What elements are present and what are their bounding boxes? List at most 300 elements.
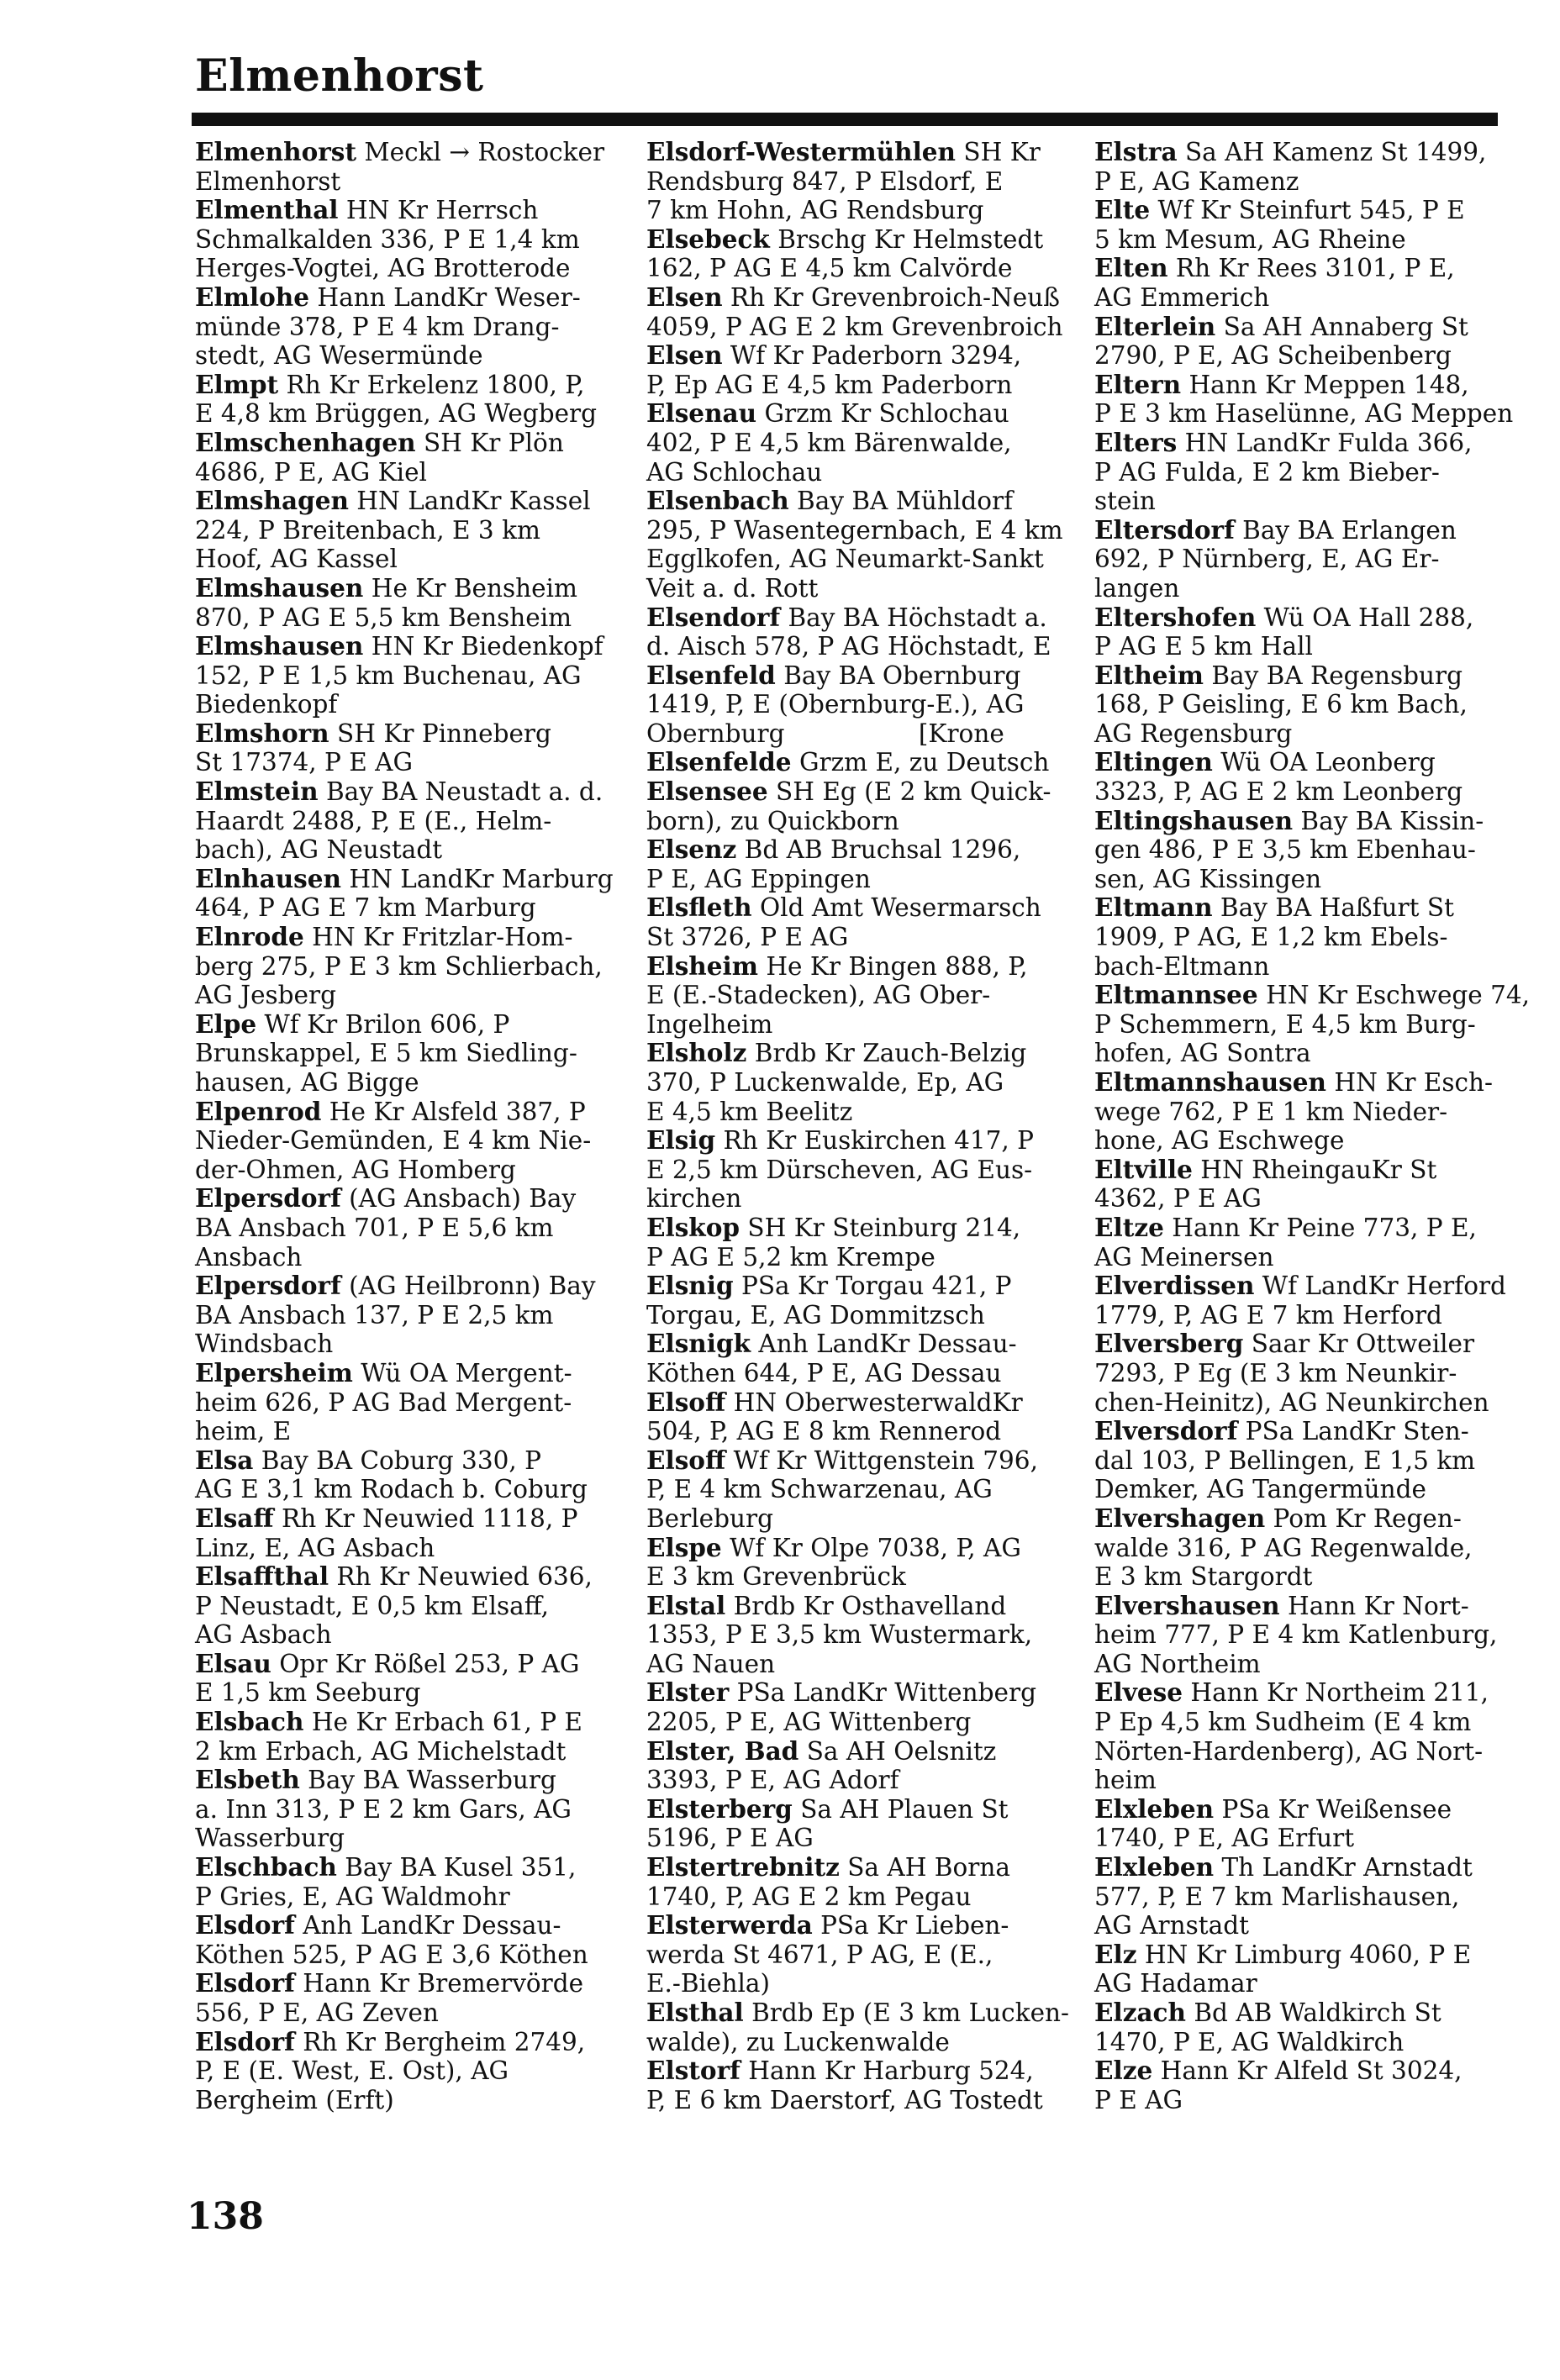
entry-headword: Elpersheim (195, 1357, 353, 1387)
entry-headword-line: Elmstein Bay BA Neustadt a. d. (195, 777, 603, 807)
entry-headword: Elsa (195, 1445, 254, 1475)
directory-entry (646, 1795, 1058, 1853)
entry-headword-line: Elmenhorst Meckl → Rostocker (195, 137, 605, 166)
entry-headword-line: Elsheim He Kr Bingen 888, P, (646, 950, 1028, 981)
entry-line: chen-Heinitz), AG Neunkirchen (1094, 1387, 1489, 1417)
entry-line: 1419, P, E (Obernburg-E.), AG (646, 690, 1025, 719)
entry-line: walde 316, P AG Regenwalde, (1094, 1533, 1473, 1562)
entry-headword-line: Elsebeck Brschg Kr Helmstedt (646, 224, 1044, 254)
entry-line: P Neustadt, E 0,5 km Elsaff, (195, 1591, 549, 1620)
entry-headword-line: Elsthal Brdb Ep (E 3 km Lucken- (646, 1998, 1070, 2027)
entry-line: 3323, P, AG E 2 km Leonberg (1094, 777, 1463, 807)
entry-headword-line: Elmshorn SH Kr Pinneberg (195, 718, 551, 748)
entry-headword: Elnhausen (195, 863, 341, 893)
entry-line: E 4,5 km Beelitz (646, 1097, 853, 1126)
entry-headword: Elstra (1094, 137, 1178, 166)
entry-line: dal 103, P Bellingen, E 1,5 km (1094, 1445, 1476, 1475)
entry-headword-line: Elskop SH Kr Steinburg 214, (646, 1212, 1021, 1242)
directory-entry (646, 225, 1058, 283)
entry-line: AG Emmerich (1094, 282, 1270, 312)
directory-entry (646, 1272, 1058, 1330)
entry-line: St 17374, P E AG (195, 748, 414, 777)
entry-headword: Elpersdorf (195, 1271, 341, 1301)
entry-headword-line: Eltern Hann Kr Meppen 148, (1094, 369, 1469, 399)
entry-headword: Elzach (1094, 1998, 1186, 2027)
directory-entry (1094, 1592, 1506, 1679)
entry-headword-line: Elpersheim Wü OA Mergent- (195, 1357, 572, 1387)
entry-headword-line: Elsenau Grzm Kr Schlochau (646, 398, 1009, 429)
entry-headword-line: Elnhausen HN LandKr Marburg (195, 863, 614, 893)
directory-entry (646, 486, 1063, 603)
entry-headword: Elsfleth (646, 893, 752, 923)
entry-line: bach-Eltmann (1094, 951, 1270, 981)
directory-entry (1094, 196, 1506, 254)
entry-line: E 1,5 km Seeburg (195, 1678, 421, 1708)
directory-entry (646, 1911, 1058, 1998)
entry-headword-line: Elz HN Kr Limburg 4060, P E (1094, 1939, 1472, 1969)
entry-line: 4362, P E AG (1094, 1184, 1262, 1214)
directory-entry (1094, 369, 1514, 429)
entry-line: 402, P E 4,5 km Bärenwalde, (646, 428, 1012, 457)
entry-headword-line: Elsenz Bd AB Bruchsal 1296, (646, 835, 1021, 865)
entry-line: Herges-Vogtei, AG Brotterode (195, 254, 571, 283)
directory-entry (646, 748, 1058, 777)
directory-entry (1094, 807, 1506, 894)
entry-line: a. Inn 313, P E 2 km Gars, AG (195, 1794, 572, 1824)
entry-headword: Elsheim (646, 950, 758, 981)
entry-line: hone, AG Eschwege (1094, 1126, 1345, 1156)
directory-entry (195, 1272, 607, 1359)
entry-headword-line: Elster, Bad Sa AH Oelsnitz (646, 1735, 997, 1766)
entry-line: 1353, P E 3,5 km Wustermark, (646, 1620, 1033, 1650)
entry-headword: Elsen (646, 340, 723, 371)
entry-headword-line: Eltersdorf Bay BA Erlangen (1094, 514, 1457, 545)
entry-line: AG Asbach (195, 1620, 332, 1650)
entry-headword: Elten (1094, 253, 1168, 283)
entry-line: P E, AG Kamenz (1094, 166, 1299, 196)
entry-line: AG Jesberg (195, 981, 336, 1010)
entry-headword-line: Elten Rh Kr Rees 3101, P E, (1094, 253, 1455, 283)
entry-line: 3393, P E, AG Adorf (646, 1766, 899, 1795)
entry-line: heim 626, P AG Bad Mergent- (195, 1387, 572, 1417)
entry-line: werda St 4671, P AG, E (E., (646, 1940, 993, 1969)
entry-headword: Elschbach (195, 1852, 337, 1882)
entry-line: Obernburg [Krone (646, 719, 1004, 748)
entry-headword: Elsenau (646, 398, 757, 429)
entry-headword-line: Eltmannshausen HN Kr Esch- (1094, 1067, 1493, 1097)
entry-headword-line: Elsenfeld Bay BA Obernburg (646, 660, 1021, 690)
entry-headword: Elmlohe (195, 282, 310, 312)
directory-entry (195, 1562, 607, 1650)
entry-headword-line: Elpersdorf (AG Ansbach) Bay (195, 1183, 577, 1214)
entry-line: Schmalkalden 336, P E 1,4 km (195, 224, 580, 254)
entry-line: AG Meinersen (1094, 1242, 1274, 1272)
directory-entry (1094, 893, 1506, 981)
entry-line: P E AG (1094, 2085, 1183, 2114)
directory-entry (1094, 661, 1506, 749)
directory-entry (646, 399, 1058, 487)
entry-headword-line: Elmlohe Hann LandKr Weser- (195, 282, 581, 312)
entry-headword-line: Elverdissen Wf LandKr Herford (1094, 1271, 1506, 1301)
directory-entry (1094, 1330, 1506, 1417)
entry-headword-line: Elmshausen HN Kr Biedenkopf (195, 631, 603, 661)
entry-headword-line: Elpersdorf (AG Heilbronn) Bay (195, 1271, 596, 1301)
entry-line: 1909, P AG, E 1,2 km Ebels- (1094, 923, 1448, 952)
entry-line: St 3726, P E AG (646, 923, 849, 952)
entry-line: P, Ep AG E 4,5 km Paderborn (646, 370, 1013, 399)
entry-headword: Eltingshausen (1094, 805, 1294, 835)
entry-headword: Elskop (646, 1212, 740, 1242)
entry-headword-line: Elsen Rh Kr Grevenbroich-Neuß (646, 282, 1060, 312)
entry-line: Nieder-Gemünden, E 4 km Nie- (195, 1126, 592, 1156)
directory-entry (1094, 254, 1506, 312)
entry-line: Ingelheim (646, 1009, 773, 1039)
entry-headword: Elmenhorst (195, 137, 357, 166)
entry-headword: Elvershausen (1094, 1590, 1280, 1620)
entry-line: Nörten-Hardenberg), AG Nort- (1094, 1736, 1484, 1766)
directory-entry (646, 1998, 1070, 2056)
directory-entry (195, 1359, 607, 1446)
entry-line: Linz, E, AG Asbach (195, 1533, 435, 1562)
entry-headword-line: Elsterwerda PSa Kr Lieben- (646, 1910, 1009, 1940)
directory-entry (646, 661, 1058, 749)
directory-entry (646, 1853, 1058, 1911)
directory-entry (195, 1969, 607, 2027)
entry-line: BA Ansbach 137, P E 2,5 km (195, 1300, 554, 1330)
entry-headword-line: Elsnig PSa Kr Torgau 421, P (646, 1271, 1012, 1301)
entry-line: Hoof, AG Kassel (195, 545, 398, 574)
entry-line: berg 275, P E 3 km Schlierbach, (195, 951, 603, 981)
entry-headword-line: Elstal Brdb Kr Osthavelland (646, 1590, 1007, 1620)
directory-entry (646, 952, 1058, 1040)
entry-line: 370, P Luckenwalde, Ep, AG (646, 1068, 1004, 1097)
directory-entry (195, 1446, 607, 1504)
entry-headword-line: Elsoff Wf Kr Wittgenstein 796, (646, 1445, 1038, 1475)
entry-headword: Eltheim (1094, 660, 1204, 690)
directory-entry (195, 429, 607, 487)
page-number: 138 (187, 2195, 264, 2238)
entry-headword-line: Elsterberg Sa AH Plauen St (646, 1793, 1009, 1824)
entry-headword: Elters (1094, 427, 1178, 457)
entry-headword-line: Elvershagen Pom Kr Regen- (1094, 1503, 1462, 1533)
entry-headword: Elz (1094, 1939, 1137, 1969)
directory-entry (1094, 1940, 1506, 1998)
directory-entry (195, 1708, 607, 1766)
entry-line: P AG E 5,2 km Krempe (646, 1242, 935, 1272)
entry-headword-line: Elsdorf Anh LandKr Dessau- (195, 1910, 561, 1940)
entry-headword-line: Elster PSa LandKr Wittenberg (646, 1677, 1036, 1708)
directory-entry (646, 341, 1058, 399)
directory-entry (1094, 313, 1506, 371)
directory-entry (1094, 1998, 1506, 2056)
entry-headword: Elster (646, 1677, 730, 1708)
entry-line: 2 km Erbach, AG Michelstadt (195, 1736, 567, 1766)
entry-line: BA Ansbach 701, P E 5,6 km (195, 1213, 554, 1242)
entry-headword-line: Eltmann Bay BA Haßfurt St (1094, 893, 1454, 923)
entry-headword: Elsdorf (195, 1910, 295, 1940)
entry-line: Köthen 644, P E, AG Dessau (646, 1358, 1002, 1387)
directory-entry (195, 487, 607, 574)
entry-line: AG Regensburg (1094, 719, 1293, 748)
directory-entry (195, 283, 607, 371)
entry-line: Berleburg (646, 1503, 774, 1533)
entry-headword: Elvershagen (1094, 1503, 1266, 1533)
entry-headword-line: Elxleben Th LandKr Arnstadt (1094, 1852, 1473, 1882)
directory-entry (1094, 2056, 1506, 2114)
directory-entry (646, 1039, 1058, 1126)
entry-headword: Eltersdorf (1094, 514, 1235, 545)
entry-headword: Elsnigk (646, 1329, 751, 1359)
directory-entry (646, 138, 1058, 225)
entry-headword-line: Elsdorf Rh Kr Bergheim 2749, (195, 2026, 586, 2056)
entry-line: P E, AG Eppingen (646, 864, 871, 893)
directory-entry (646, 777, 1058, 835)
directory-entry (646, 1678, 1058, 1736)
entry-headword-line: Elsoff HN OberwesterwaldKr (646, 1387, 1023, 1417)
entry-headword-line: Elzach Bd AB Waldkirch St (1094, 1998, 1441, 2027)
entry-headword: Elmshorn (195, 718, 329, 748)
entry-headword: Eltmannsee (1094, 980, 1258, 1010)
entry-headword-line: Elsholz Brdb Kr Zauch-Belzig (646, 1038, 1027, 1068)
directory-entry (1094, 1417, 1506, 1504)
entry-headword-line: Elsbeth Bay BA Wasserburg (195, 1765, 556, 1795)
entry-headword: Elsenz (646, 835, 737, 865)
entry-headword-line: Elmenthal HN Kr Herrsch (195, 195, 539, 225)
entry-headword-line: Elsdorf-Westermühlen SH Kr (646, 137, 1041, 166)
entry-line: Haardt 2488, P, E (E., Helm- (195, 806, 552, 835)
entry-line: 1740, P E, AG Erfurt (1094, 1824, 1355, 1853)
entry-headword-line: Elsenfelde Grzm E, zu Deutsch (646, 747, 1050, 777)
entry-headword: Eltville (1094, 1154, 1193, 1184)
entry-headword: Elmshagen (195, 486, 349, 516)
entry-line: 162, P AG E 4,5 km Calvörde (646, 254, 1013, 283)
entry-line: hofen, AG Sontra (1094, 1039, 1311, 1068)
entry-headword-line: Elsenbach Bay BA Mühldorf (646, 486, 1014, 516)
entry-headword-line: Elsnigk Anh LandKr Dessau- (646, 1329, 1017, 1359)
entry-headword-line: Elmschenhagen SH Kr Plön (195, 427, 564, 457)
entry-headword: Elsdorf (195, 1968, 295, 1998)
entry-line: stein (1094, 487, 1156, 516)
directory-entry (1094, 1272, 1506, 1330)
entry-headword: Elmstein (195, 777, 319, 807)
entry-headword: Eltmann (1094, 893, 1213, 923)
entry-headword-line: Elnrode HN Kr Fritzlar-Hom- (195, 922, 573, 952)
directory-entry (1094, 748, 1506, 806)
directory-entry (646, 603, 1058, 661)
entry-headword: Elsenfeld (646, 660, 776, 690)
entry-headword: Elxleben (1094, 1793, 1215, 1824)
directory-entry (195, 863, 614, 923)
directory-entry (195, 719, 607, 777)
entry-line: kirchen (646, 1184, 742, 1214)
entry-headword-line: Eltheim Bay BA Regensburg (1094, 660, 1463, 690)
entry-headword-line: Elsa Bay BA Coburg 330, P (195, 1445, 541, 1475)
directory-entry (195, 574, 607, 632)
entry-line: 4059, P AG E 2 km Grevenbroich (646, 312, 1063, 341)
directory-entry (195, 1504, 607, 1562)
entry-line: E 2,5 km Dürscheven, AG Eus- (646, 1155, 1033, 1184)
directory-entry (646, 1446, 1058, 1534)
entry-line: E (E.-Stadecken), AG Ober- (646, 981, 991, 1010)
directory-entry (195, 1853, 607, 1911)
entry-line: 577, P, E 7 km Marlishausen, (1094, 1882, 1460, 1911)
entry-headword: Elsen (646, 282, 723, 312)
title-rule (192, 113, 1498, 126)
entry-line: 692, P Nürnberg, E, AG Er- (1094, 545, 1440, 574)
entry-headword-line: Elpe Wf Kr Brilon 606, P (195, 1008, 510, 1039)
directory-entry (195, 1010, 607, 1098)
entry-headword-line: Elmshausen He Kr Bensheim (195, 572, 577, 603)
entry-line: Biedenkopf (195, 690, 338, 719)
entry-headword: Elversdorf (1094, 1416, 1238, 1446)
entry-headword: Elsenbach (646, 486, 789, 516)
directory-entry (195, 1098, 607, 1185)
entry-headword: Elsebeck (646, 224, 770, 254)
entry-headword: Elversberg (1094, 1329, 1244, 1359)
entry-headword-line: Elversberg Saar Kr Ottweiler (1094, 1329, 1475, 1359)
entry-headword-line: Elschbach Bay BA Kusel 351, (195, 1852, 577, 1882)
entry-headword-line: Elterlein Sa AH Annaberg St (1094, 311, 1468, 341)
entry-line: 224, P Breitenbach, E 3 km (195, 515, 540, 545)
entry-line: d. Aisch 578, P AG Höchstadt, E (646, 632, 1051, 661)
entry-headword: Elspe (646, 1532, 722, 1562)
entry-headword: Elxleben (1094, 1852, 1215, 1882)
directory-entry (646, 893, 1058, 951)
entry-line: P, E 6 km Daerstorf, AG Tostedt (646, 2085, 1043, 2114)
entry-headword-line: Eltville HN RheingauKr St (1094, 1154, 1437, 1184)
entry-line: 295, P Wasentegernbach, E 4 km (646, 515, 1063, 545)
entry-line: AG Nauen (646, 1649, 776, 1678)
entry-line: münde 378, P E 4 km Drang- (195, 312, 560, 341)
entry-line: P Ep 4,5 km Sudheim (E 4 km (1094, 1708, 1472, 1737)
entry-headword: Elsau (195, 1648, 271, 1678)
directory-entry (195, 1650, 607, 1708)
entry-headword-line: Elvese Hann Kr Northeim 211, (1094, 1677, 1489, 1708)
entry-headword: Elmshausen (195, 631, 364, 661)
entry-headword: Elsbach (195, 1707, 304, 1737)
entry-headword-line: Elvershausen Hann Kr Nort- (1094, 1590, 1469, 1620)
entry-headword: Elsaff (195, 1503, 274, 1533)
entry-line: AG E 3,1 km Rodach b. Coburg (195, 1475, 588, 1504)
entry-headword: Eltingen (1094, 747, 1213, 777)
entry-headword: Elsendorf (646, 602, 781, 632)
entry-line: 4686, P E, AG Kiel (195, 457, 427, 487)
directory-entry (1094, 429, 1506, 516)
entry-headword-line: Elsdorf Hann Kr Bremervörde (195, 1968, 584, 1998)
entry-headword: Elstal (646, 1590, 726, 1620)
entry-headword: Elsnig (646, 1271, 734, 1301)
entry-line: heim, E (195, 1417, 292, 1446)
directory-entry (195, 923, 607, 1010)
entry-line: AG Schlochau (646, 457, 823, 487)
entry-line: 2790, P E, AG Scheibenberg (1094, 341, 1452, 371)
entry-headword: Elsensee (646, 777, 768, 807)
entry-line: Elmenhorst (195, 166, 341, 196)
directory-entry (1094, 138, 1506, 196)
entry-headword: Elpe (195, 1008, 257, 1039)
directory-entry (195, 138, 607, 196)
entry-headword-line: Elsbach He Kr Erbach 61, P E (195, 1707, 582, 1737)
entry-headword: Elsdorf-Westermühlen (646, 137, 956, 166)
directory-entry (1094, 1678, 1506, 1794)
directory-entry (1094, 603, 1506, 661)
entry-headword-line: Elsendorf Bay BA Höchstadt a. (646, 602, 1047, 632)
entry-headword: Elmpt (195, 369, 279, 399)
column-1 (195, 137, 614, 2114)
entry-headword-line: Elmshagen HN LandKr Kassel (195, 486, 591, 516)
directory-entry (646, 2056, 1058, 2114)
entry-headword-line: Elmpt Rh Kr Erkelenz 1800, P, (195, 369, 585, 399)
entry-headword: Eltershofen (1094, 602, 1257, 632)
entry-headword: Elsterwerda (646, 1910, 813, 1940)
entry-headword-line: Elsig Rh Kr Euskirchen 417, P (646, 1125, 1034, 1156)
entry-line: langen (1094, 573, 1180, 603)
entry-headword-line: Elspe Wf Kr Olpe 7038, P, AG (646, 1532, 1021, 1562)
entry-headword: Elsoff (646, 1387, 726, 1417)
entry-line: 5196, P E AG (646, 1824, 814, 1853)
entry-line: 1740, P, AG E 2 km Pegau (646, 1882, 972, 1911)
entry-line: Ansbach (195, 1242, 303, 1272)
entry-line: AG Northeim (1094, 1649, 1261, 1678)
entry-headword-line: Elsen Wf Kr Paderborn 3294, (646, 340, 1022, 371)
entry-line: Windsbach (195, 1330, 334, 1359)
entry-line: Wasserburg (195, 1824, 345, 1853)
entry-line: 1779, P, AG E 7 km Herford (1094, 1300, 1442, 1330)
entry-line: AG Arnstadt (1094, 1911, 1249, 1940)
entry-line: Torgau, E, AG Dommitzsch (646, 1300, 985, 1330)
directory-entry (1094, 1795, 1506, 1853)
directory-entry (195, 371, 607, 429)
directory-entry (646, 282, 1063, 341)
entry-headword-line: Elpenrod He Kr Alsfeld 387, P (195, 1096, 586, 1126)
directory-entry (195, 2028, 607, 2115)
entry-line: P Gries, E, AG Waldmohr (195, 1882, 510, 1911)
directory-entry (646, 1126, 1058, 1214)
entry-line: 7 km Hohn, AG Rendsburg (646, 196, 984, 225)
entry-headword: Elnrode (195, 922, 304, 952)
entry-headword: Elstertrebnitz (646, 1852, 840, 1882)
entry-headword: Elsaffthal (195, 1561, 329, 1592)
entry-headword: Elsdorf (195, 2026, 295, 2056)
column-2 (646, 137, 1070, 2114)
entry-headword: Elsenfelde (646, 747, 792, 777)
entry-line: Demker, AG Tangermünde (1094, 1475, 1427, 1504)
entry-headword: Elverdissen (1094, 1271, 1255, 1301)
directory-entry (646, 1534, 1058, 1592)
entry-line: 464, P AG E 7 km Marburg (195, 893, 536, 923)
entry-line: Egglkofen, AG Neumarkt-Sankt (646, 545, 1044, 574)
entry-headword: Elsholz (646, 1038, 747, 1068)
entry-headword-line: Elsaffthal Rh Kr Neuwied 636, (195, 1561, 593, 1592)
entry-headword-line: Elversdorf PSa LandKr Sten- (1094, 1416, 1469, 1446)
entry-headword-line: Elsensee SH Eg (E 2 km Quick- (646, 777, 1051, 807)
entry-line: der-Ohmen, AG Homberg (195, 1155, 516, 1184)
entry-line: 152, P E 1,5 km Buchenau, AG (195, 661, 582, 690)
directory-entry (646, 1330, 1058, 1387)
entry-headword-line: Eltmannsee HN Kr Eschwege 74, (1094, 980, 1531, 1010)
entry-line: P E 3 km Haselünne, AG Meppen (1094, 399, 1514, 429)
entry-headword: Elsig (646, 1125, 716, 1156)
entry-line: Veit a. d. Rott (646, 573, 819, 603)
directory-entry (195, 196, 607, 283)
directory-entry (646, 1214, 1058, 1272)
entry-headword: Elstorf (646, 2056, 740, 2086)
entry-line: 168, P Geisling, E 6 km Bach, (1094, 690, 1468, 719)
entry-headword: Elsthal (646, 1998, 744, 2027)
directory-entry (1094, 516, 1506, 603)
directory-entry (646, 1592, 1058, 1679)
entry-headword-line: Elsau Opr Kr Rößel 253, P AG (195, 1648, 580, 1678)
